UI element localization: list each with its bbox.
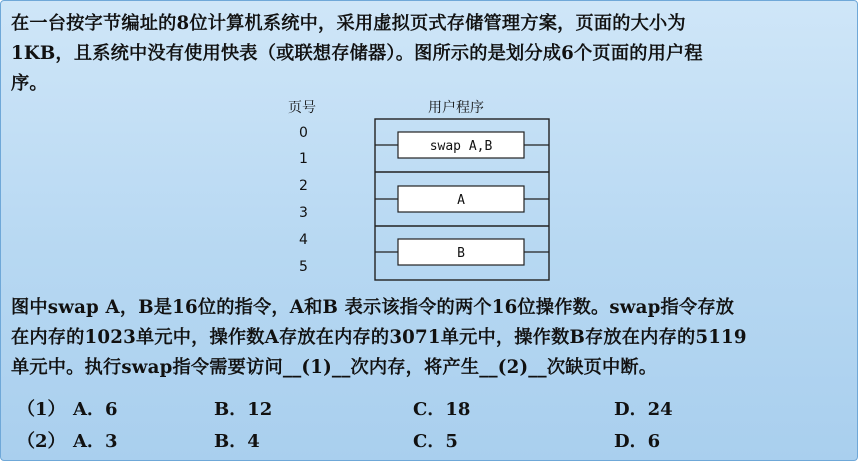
- body-line: 单元中。执行swap指令需要访问__(1)__次内存，将产生__(2)__次缺页中断。: [11, 357, 658, 378]
- swap-block-label: swap A,B: [429, 139, 493, 154]
- operand-b-label: B: [457, 246, 465, 261]
- option-c[interactable]: C．18: [413, 399, 471, 420]
- option-b[interactable]: B．4: [214, 431, 260, 452]
- page-number-1: 1: [299, 151, 308, 167]
- operand-a-label: A: [457, 193, 465, 208]
- intro-line: 在一台按字节编址的8位计算机系统中，采用虚拟页式存储管理方案，页面的大小为: [11, 13, 686, 34]
- option-group-label: （1）: [17, 399, 66, 420]
- option-b[interactable]: B．12: [214, 399, 273, 420]
- intro-line: 序。: [11, 73, 48, 94]
- option-a[interactable]: A．6: [73, 399, 118, 420]
- body-line: 在内存的1023单元中，操作数A存放在内存的3071单元中，操作数B存放在内存的5119: [11, 327, 747, 348]
- intro-line: 1KB，且系统中没有使用快表（或联想存储器）。图所示的是划分成6个页面的用户程: [11, 43, 703, 64]
- page-number-header: 页号: [288, 100, 316, 116]
- page-number-2: 2: [299, 178, 308, 194]
- program-memory-diagram: [1, 1, 860, 301]
- option-a[interactable]: A．3: [73, 431, 118, 452]
- page-number-3: 3: [299, 205, 308, 221]
- body-line: 图中swap A，B是16位的指令，A和B 表示该指令的两个16位操作数。swap指令存放: [11, 297, 735, 318]
- page-number-5: 5: [299, 259, 308, 275]
- option-d[interactable]: D．6: [614, 431, 661, 452]
- page-number-4: 4: [299, 232, 308, 248]
- option-d[interactable]: D．24: [614, 399, 673, 420]
- program-header: 用户程序: [428, 100, 484, 116]
- option-c[interactable]: C．5: [413, 431, 458, 452]
- page-number-0: 0: [299, 125, 308, 141]
- option-group-label: （2）: [17, 431, 66, 452]
- question-body: [11, 293, 747, 383]
